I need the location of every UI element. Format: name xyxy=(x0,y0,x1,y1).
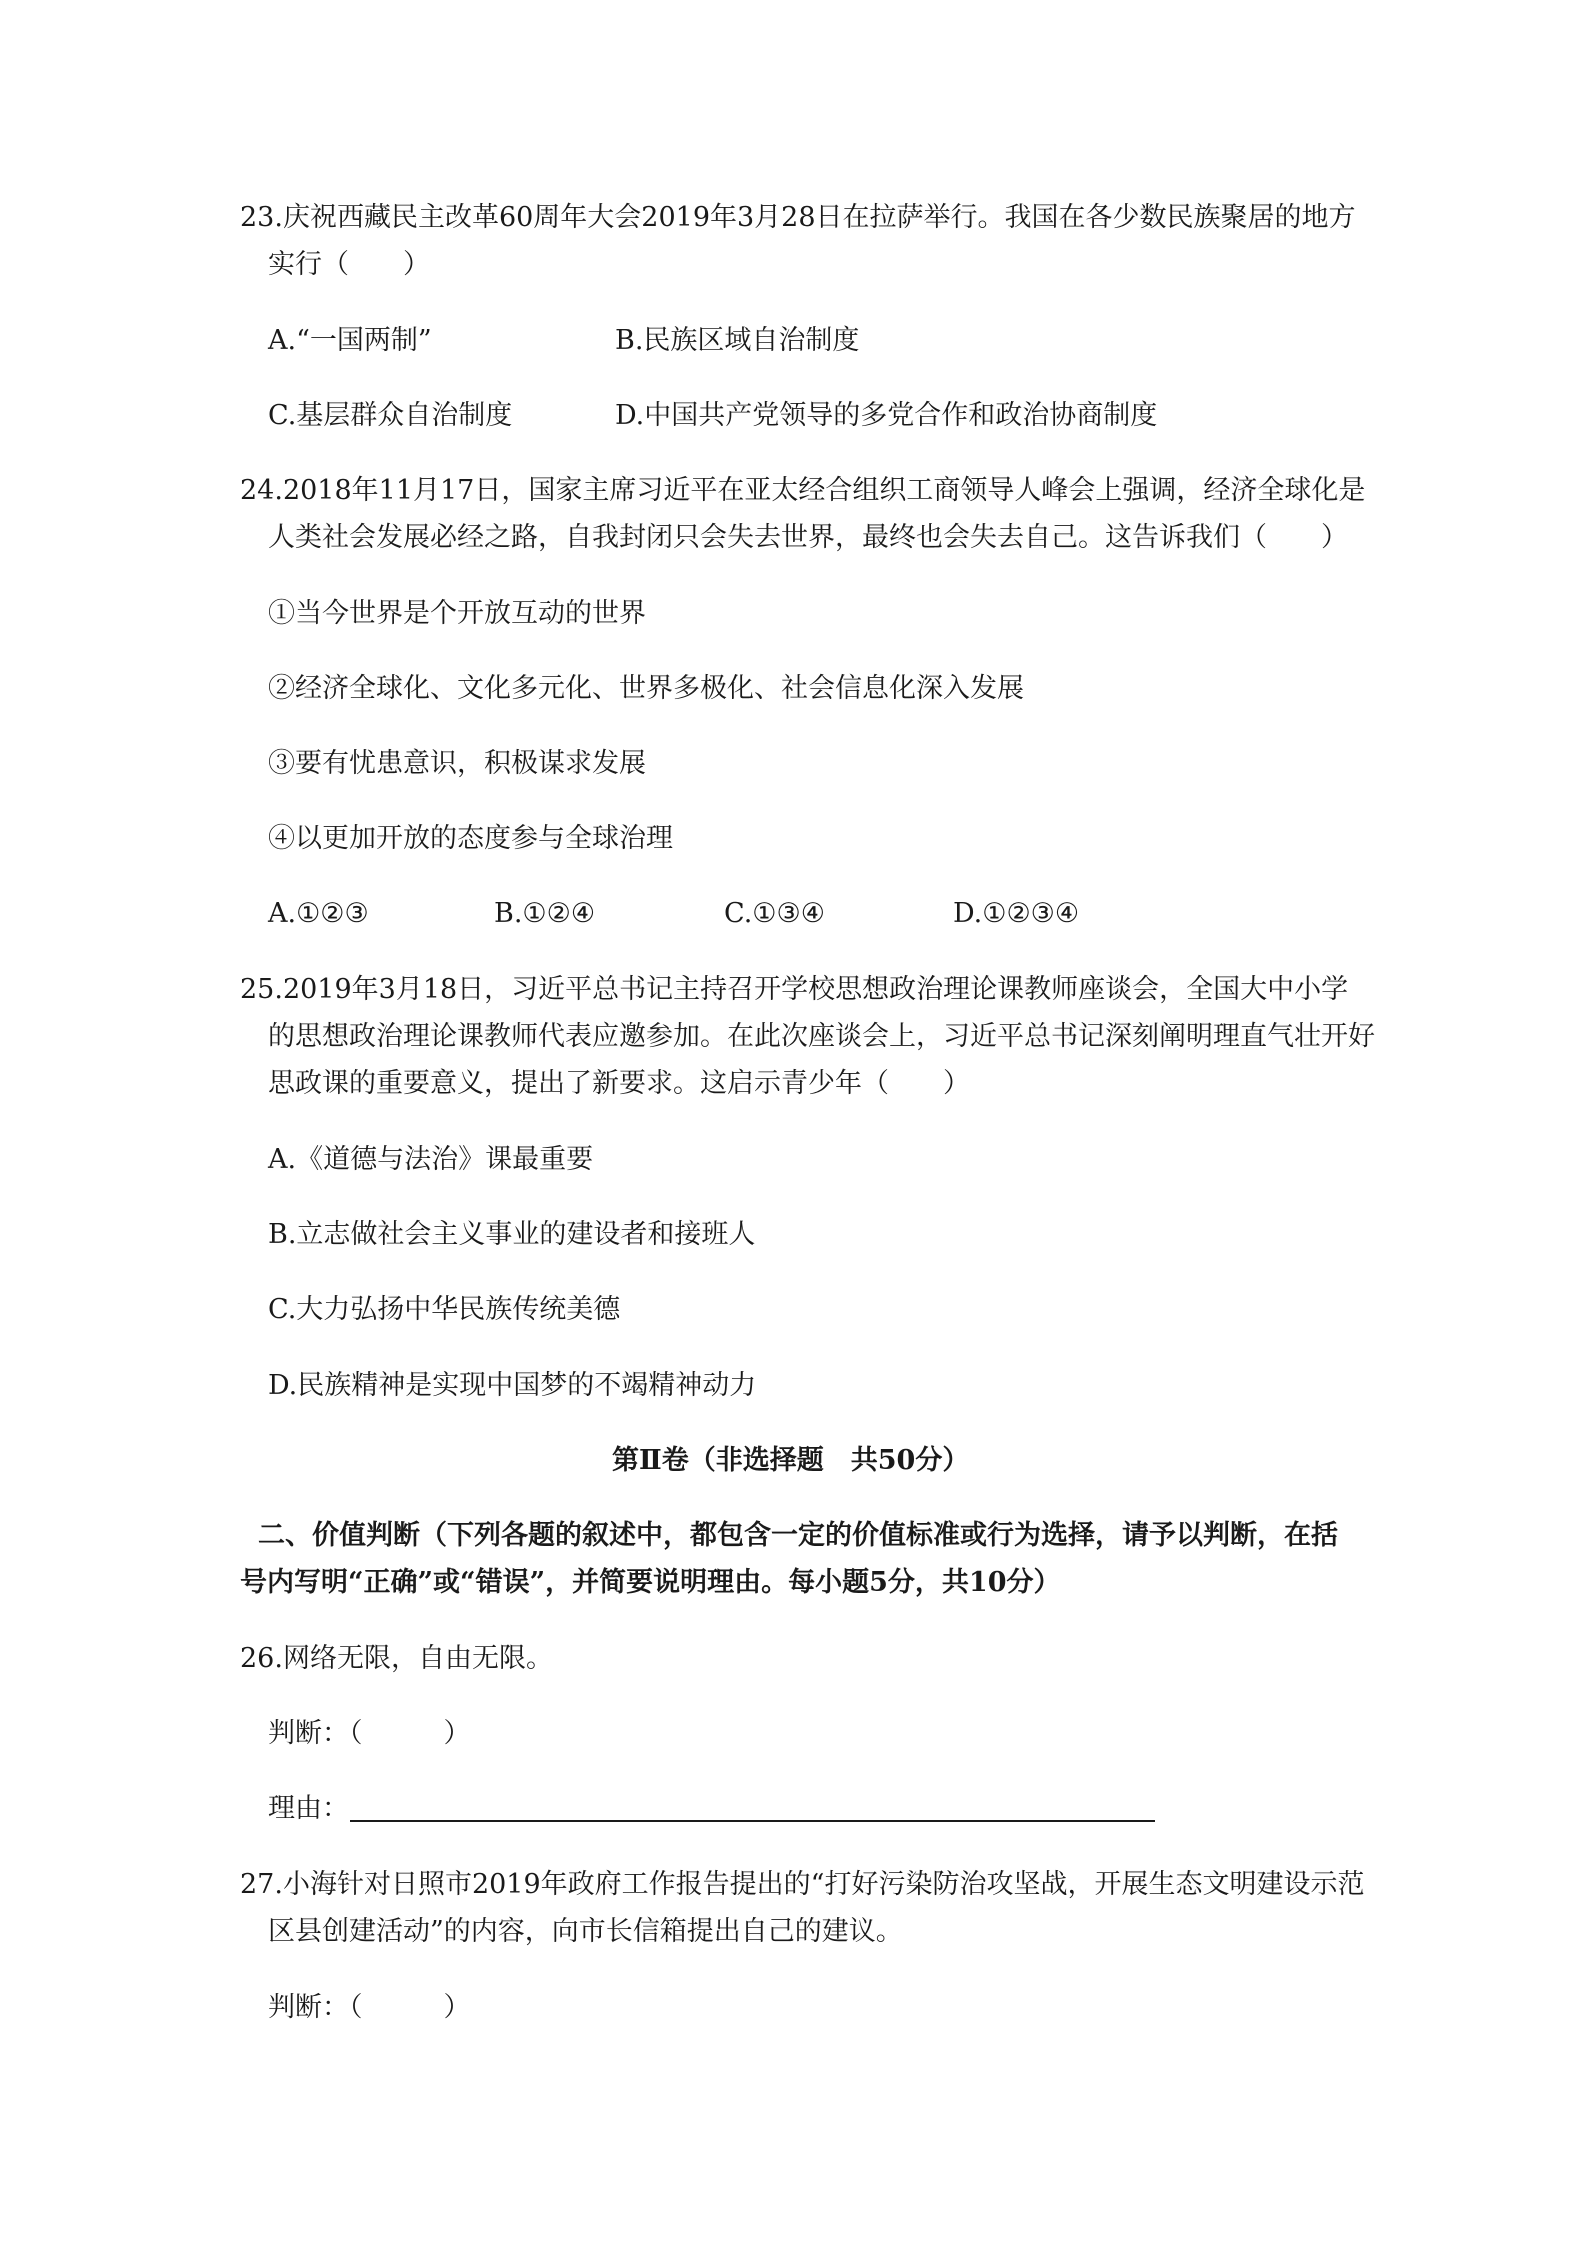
q23-option-a: A.“一国两制” xyxy=(268,325,432,356)
q24-option-d: D.①②③④ xyxy=(953,898,1080,929)
q25-stem-line1: 25.2019年3月18日，习近平总书记主持召开学校思想政治理论课教师座谈会，全国大中小学 xyxy=(240,974,1349,1005)
q24-option-a: A.①②③ xyxy=(268,898,369,929)
q24-option-c: C.①③④ xyxy=(724,898,825,929)
q23-option-b: B.民族区域自治制度 xyxy=(615,325,860,356)
section-2-instructions-line2: 号内写明“正确”或“错误”，并简要说明理由。每小题5分，共10分） xyxy=(240,1567,1061,1598)
section-2-title: 第Ⅱ卷（非选择题 共50分） xyxy=(612,1445,970,1476)
q26-reason-blank-line xyxy=(350,1820,1155,1822)
q24-statement-1: ①当今世界是个开放互动的世界 xyxy=(268,598,646,629)
q27-stem-line1: 27.小海针对日照市2019年政府工作报告提出的“打好污染防治攻坚战，开展生态文明建设示范 xyxy=(240,1869,1365,1900)
q27-stem-line2: 区县创建活动”的内容，向市长信箱提出自己的建议。 xyxy=(268,1916,903,1947)
q26-stem: 26.网络无限，自由无限。 xyxy=(240,1643,553,1674)
q24-stem-line2: 人类社会发展必经之路，自我封闭只会失去世界，最终也会失去自己。这告诉我们（ ） xyxy=(268,522,1348,553)
q27-judgment: 判断：（ ） xyxy=(268,1992,471,2023)
q25-stem-line3: 思政课的重要意义，提出了新要求。这启示青少年（ ） xyxy=(268,1068,970,1099)
q24-statement-3: ③要有忧患意识，积极谋求发展 xyxy=(268,748,646,779)
q23-stem-line1: 23.庆祝西藏民主改革60周年大会2019年3月28日在拉萨举行。我国在各少数民族聚居的地方 xyxy=(240,202,1356,233)
q24-statement-4: ④以更加开放的态度参与全球治理 xyxy=(268,823,673,854)
section-2-instructions-line1: 二、价值判断（下列各题的叙述中，都包含一定的价值标准或行为选择，请予以判断，在括 xyxy=(258,1520,1338,1551)
q23-option-d: D.中国共产党领导的多党合作和政治协商制度 xyxy=(615,400,1158,431)
q25-stem-line2: 的思想政治理论课教师代表应邀参加。在此次座谈会上，习近平总书记深刻阐明理直气壮开好 xyxy=(268,1021,1375,1052)
q26-judgment: 判断：（ ） xyxy=(268,1718,471,1749)
q23-option-c: C.基层群众自治制度 xyxy=(268,400,513,431)
q24-stem-line1: 24.2018年11月17日，国家主席习近平在亚太经合组织工商领导人峰会上强调，经济全球化是 xyxy=(240,475,1366,506)
q24-option-b: B.①②④ xyxy=(494,898,596,929)
q24-statement-2: ②经济全球化、文化多元化、世界多极化、社会信息化深入发展 xyxy=(268,673,1024,704)
q25-option-a: A.《道德与法治》课最重要 xyxy=(268,1144,594,1175)
q25-option-c: C.大力弘扬中华民族传统美德 xyxy=(268,1294,621,1325)
q25-option-d: D.民族精神是实现中国梦的不竭精神动力 xyxy=(268,1370,757,1401)
q23-stem-line2: 实行（ ） xyxy=(268,249,430,280)
q26-reason-label: 理由： xyxy=(268,1793,349,1824)
q25-option-b: B.立志做社会主义事业的建设者和接班人 xyxy=(268,1219,756,1250)
